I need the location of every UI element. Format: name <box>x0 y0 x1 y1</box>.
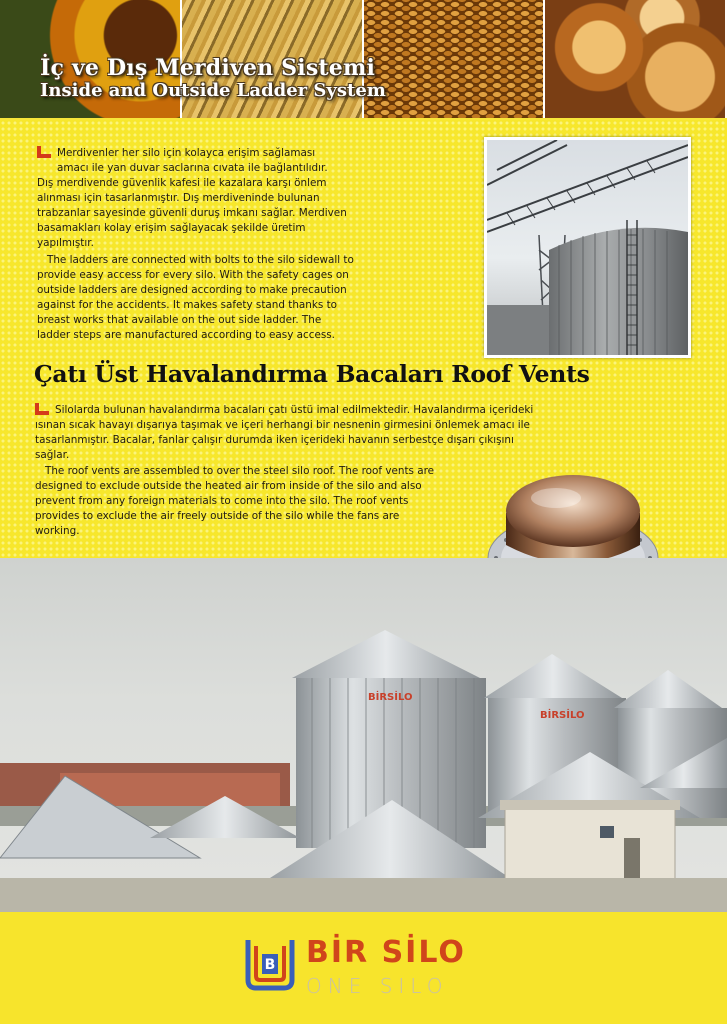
silo-brand-label-2: BİRSİLO <box>540 710 585 721</box>
roof-tr-line-2: ısınan sıcak havayı dışarıya taşımak ve içeri herhangi bir nesnenin girmesini önlemek amacı ile <box>35 419 530 431</box>
ladder-en-line-5: breast works that available on the out side ladder. The <box>37 314 322 326</box>
title-english: Inside and Outside Ladder System <box>40 80 386 102</box>
brand-logo <box>240 932 500 1004</box>
roof-en-line-3: prevent from any foreign materials to come into the silo. The roof vents <box>35 495 409 507</box>
roof-en-line-4: provides to exclude the air freely outside of the silo while the fans are <box>35 510 400 522</box>
roof-en-line-5: working. <box>35 525 80 537</box>
section-title <box>40 56 386 102</box>
logo-letter: B <box>264 957 276 973</box>
silo-logo-icon <box>242 936 298 992</box>
silo-ladder-illustration <box>487 140 688 355</box>
bread-photo <box>545 0 727 118</box>
title-turkish: İç ve Dış Merdiven Sistemi <box>40 55 376 81</box>
ladder-en-line-1: The ladders are connected with bolts to the silo sidewall to <box>47 254 354 266</box>
ladder-en-line-4: against for the accidents. It makes safety stand thanks to <box>37 299 338 311</box>
roof-tr-line-3: tasarlanmıştır. Bacalar, fanlar çalışır durumda iken içerideki havanın serbestçe dışarı çıkışını <box>35 434 514 446</box>
roof-vents-heading: Çatı Üst Havalandırma Bacaları Roof Vents <box>34 360 590 388</box>
ladder-tr-line-2: amacı ile yan duvar saclarına cıvata ile bağlantılıdır. <box>57 162 328 174</box>
ladder-tr-line-3: Dış merdivende güvenlik kafesi ile kazalara karşı önlem <box>37 177 327 189</box>
ladder-tr-line-4: alınması için tasarlanmıştır. Dış merdiveninde bulunan <box>37 192 320 204</box>
ladder-description <box>37 146 457 343</box>
silo-farm-photo <box>0 558 727 914</box>
roof-tr-line-1: Silolarda bulunan havalandırma bacaları çatı üstü imal edilmektedir. Havalandırma içerideki <box>55 404 534 416</box>
header-photo-strip <box>0 0 727 118</box>
red-corner-bullet-icon <box>37 146 51 158</box>
silo-brand-label: BİRSİLO <box>368 692 413 703</box>
footer <box>0 912 727 1024</box>
ladder-tr-line-6: basamakları kolay erişim sağlayacak şekilde üretim <box>37 222 306 234</box>
brand-name: BİR SİLO <box>306 935 466 970</box>
grain-photo <box>364 0 546 118</box>
brand-tagline: ONE SILO <box>306 974 449 998</box>
roof-en-line-2: designed to exclude outside the heated air from inside of the silo and also <box>35 480 422 492</box>
red-corner-bullet-icon <box>35 403 49 415</box>
ladder-photo <box>484 137 691 358</box>
roof-en-line-1: The roof vents are assembled to over the steel silo roof. The roof vents are <box>45 465 435 477</box>
ladder-en-line-3: outside ladders are designed according to make precaution <box>37 284 347 296</box>
ladder-en-line-2: provide easy access for every silo. With the safety cages on <box>37 269 349 281</box>
ladder-tr-line-7: yapılmıştır. <box>37 237 94 249</box>
roof-tr-line-4: sağlar. <box>35 449 70 461</box>
ladder-en-line-6: ladder steps are manufactured according to easy access. <box>37 329 335 341</box>
ladder-tr-line-5: trabzanlar sayesinde güvenli duruş imkanı sağlar. Merdiven <box>37 207 347 219</box>
ladder-tr-line-1: Merdivenler her silo için kolayca erişim sağlaması <box>57 147 316 159</box>
